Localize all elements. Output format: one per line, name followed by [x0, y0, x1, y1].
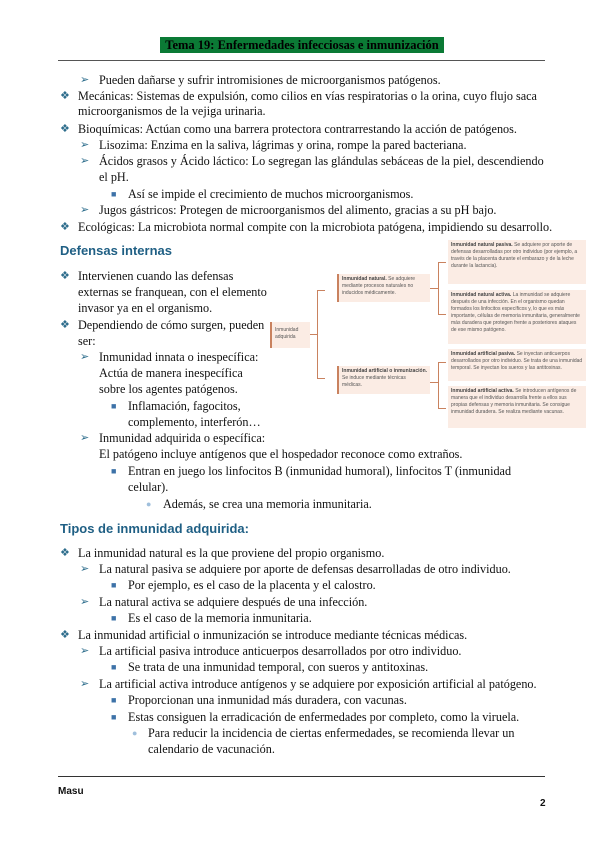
- square-bullet-icon: ■: [111, 613, 117, 623]
- diamond-bullet-icon: ❖: [60, 90, 70, 102]
- diagram-node-title: Inmunidad artificial activa.: [451, 388, 514, 394]
- diagram-node-title: Inmunidad natural pasiva.: [451, 242, 513, 248]
- footer-divider: [58, 776, 545, 777]
- square-bullet-icon: ■: [111, 580, 117, 590]
- diamond-bullet-icon: ❖: [60, 547, 70, 559]
- arrow-bullet-icon: ➢: [80, 351, 90, 363]
- square-bullet-icon: ■: [111, 662, 117, 672]
- dot-bullet-icon: ●: [132, 728, 138, 738]
- diagram-node-title: Inmunidad natural activa.: [451, 292, 512, 298]
- arrow-bullet-icon: ➢: [80, 204, 90, 216]
- text-line: ser:: [78, 334, 96, 348]
- text-line: invasor ya en el organismo.: [78, 301, 213, 315]
- text-line: Para reducir la incidencia de ciertas enfermedades, se recomienda llevar un: [148, 726, 515, 740]
- text-line: complemento, interferón…: [128, 415, 261, 429]
- text-line: microorganismos de la vejiga urinaria.: [78, 104, 266, 118]
- arrow-bullet-icon: ➢: [80, 563, 90, 575]
- text-line: Inmunidad innata o inespecífica:: [99, 350, 259, 364]
- text-line: Dependiendo de cómo surgen, pueden: [78, 318, 265, 332]
- text-line: Mecánicas: Sistemas de expulsión, como cilios en vías respiratorias o la orina, cuyo flujo saca: [78, 89, 537, 103]
- arrow-bullet-icon: ➢: [80, 432, 90, 444]
- arrow-bullet-icon: ➢: [80, 596, 90, 608]
- diagram-node-title: Inmunidad natural.: [342, 276, 387, 282]
- arrow-bullet-icon: ➢: [80, 139, 90, 151]
- text-line: celular).: [128, 480, 169, 494]
- diagram-connector: [438, 362, 439, 408]
- diagram-node-text: Se adquiere mediante procesos naturales no inducidos médicamente.: [342, 276, 416, 296]
- diagram-node-text: Se adquiere por aporte de defensas desarrolladas por otro individuo (por ejemplo, a través de la placenta durante el embarazo y de la leche durante la lactancia).: [451, 242, 578, 269]
- arrow-bullet-icon: ➢: [80, 678, 90, 690]
- diagram-connector: [310, 334, 318, 335]
- diagram-node-text: La inmunidad se adquiere después de una infección. En el organismo quedan formados los linfocitos específicos y, lo que es más importante, células de memoria inmunitaria, generalmente más duradera que protegen frente a posteriores ataques de ese mismo patógeno.: [451, 292, 580, 333]
- diagram-root-label: Inmunidad adquirida: [275, 327, 299, 340]
- arrow-bullet-icon: ➢: [80, 645, 90, 657]
- text-line: Inmunidad adquirida o específica:: [99, 431, 266, 445]
- text-line: La natural activa se adquiere después de una infección.: [99, 595, 368, 609]
- diagram-connector: [438, 362, 446, 363]
- diamond-bullet-icon: ❖: [60, 629, 70, 641]
- diamond-bullet-icon: ❖: [60, 270, 70, 282]
- text-line: Además, se crea una memoria inmunitaria.: [163, 497, 372, 511]
- header-divider: [58, 60, 545, 61]
- text-line: Intervienen cuando las defensas: [78, 269, 234, 283]
- text-line: Ácidos grasos y Ácido láctico: Lo segregan las glándulas sebáceas de la piel, descendiendo: [99, 154, 544, 168]
- text-line: externas se franquean, con el elemento: [78, 285, 267, 299]
- diagram-node-natural: [337, 274, 430, 302]
- dot-bullet-icon: ●: [146, 499, 152, 509]
- section-heading: Defensas internas: [60, 243, 172, 258]
- text-line: sobre los agentes patógenos.: [99, 382, 238, 396]
- text-line: Ecológicas: La microbiota normal compite con la microbiota patógena, impidiendo su desarrollo.: [78, 220, 553, 234]
- text-line: La artificial activa introduce antígenos y se adquiere por exposición artificial al patógeno.: [99, 677, 537, 691]
- text-line: Pueden dañarse y sufrir intromisiones de microorganismos patógenos.: [99, 73, 441, 87]
- text-line: La natural pasiva se adquiere por aporte de defensas desarrolladas de otro individuo.: [99, 562, 511, 576]
- diagram-connector: [438, 408, 446, 409]
- footer-author: Masu: [58, 786, 84, 797]
- diagram-connector: [317, 378, 325, 379]
- text-line: Por ejemplo, es el caso de la placenta y el calostro.: [128, 578, 376, 592]
- text-line: Lisozima: Enzima en la saliva, lágrimas y orina, rompe la pared bacteriana.: [99, 138, 467, 152]
- text-line: calendario de vacunación.: [148, 742, 275, 756]
- diagram-node-title: Inmunidad artificial pasiva.: [451, 351, 516, 357]
- square-bullet-icon: ■: [111, 712, 117, 722]
- text-line: Inflamación, fagocitos,: [128, 399, 241, 413]
- section-heading: Tipos de inmunidad adquirida:: [60, 521, 249, 536]
- diagram-connector: [438, 262, 446, 263]
- arrow-bullet-icon: ➢: [80, 74, 90, 86]
- diagram-connector: [430, 382, 439, 383]
- page-header-title: Tema 19: Enfermedades infecciosas e inmunización: [160, 37, 444, 53]
- text-line: La artificial pasiva introduce anticuerpos desarrollados por otro individuo.: [99, 644, 462, 658]
- diamond-bullet-icon: ❖: [60, 221, 70, 233]
- text-line: Proporcionan una inmunidad más duradera, con vacunas.: [128, 693, 407, 707]
- page-number: 2: [540, 798, 546, 809]
- text-line: Así se impide el crecimiento de muchos microorganismos.: [128, 187, 414, 201]
- diagram-node-title: Inmunidad artificial o inmunización.: [342, 368, 428, 374]
- arrow-bullet-icon: ➢: [80, 155, 90, 167]
- diagram-connector: [438, 314, 446, 315]
- diagram-node-artificial-active: [448, 386, 586, 428]
- square-bullet-icon: ■: [111, 401, 117, 411]
- text-line: El patógeno incluye antígenos que el hospedador reconoce como extraños.: [99, 447, 463, 461]
- text-line: Bioquímicas: Actúan como una barrera protectora contrarrestando la acción de patógenos.: [78, 122, 517, 136]
- diagram-node-artificial-passive: [448, 349, 586, 381]
- diagram-node-text: Se induce mediante técnicas médicas.: [342, 375, 406, 388]
- diagram-connector: [317, 290, 325, 291]
- diagram-connector: [430, 288, 439, 289]
- diagram-node-natural-active: [448, 290, 586, 344]
- diagram-node-natural-passive: [448, 240, 586, 284]
- square-bullet-icon: ■: [111, 695, 117, 705]
- square-bullet-icon: ■: [111, 466, 117, 476]
- text-line: Entran en juego los linfocitos B (inmunidad humoral), linfocitos T (inmunidad: [128, 464, 512, 478]
- text-line: La inmunidad natural es la que proviene del propio organismo.: [78, 546, 385, 560]
- diagram-node-artificial: [337, 366, 430, 394]
- diagram-node-text: Se inyectan anticuerpos desarrollados por otro individuo. Se trata de una inmunidad temporal. Se inyectan los sueros y las antitoxinas.: [451, 351, 583, 371]
- square-bullet-icon: ■: [111, 189, 117, 199]
- diamond-bullet-icon: ❖: [60, 123, 70, 135]
- diagram-root-node: [270, 322, 310, 348]
- text-line: el pH.: [99, 170, 129, 184]
- text-line: Se trata de una inmunidad temporal, con sueros y antitoxinas.: [128, 660, 429, 674]
- text-line: Jugos gástricos: Protegen de microorganismos del alimento, gracias a su pH bajo.: [99, 203, 497, 217]
- text-line: Actúa de manera inespecífica: [99, 366, 243, 380]
- text-line: Es el caso de la memoria inmunitaria.: [128, 611, 312, 625]
- text-line: Estas consiguen la erradicación de enfermedades por completo, como la viruela.: [128, 710, 520, 724]
- text-line: La inmunidad artificial o inmunización se introduce mediante técnicas médicas.: [78, 628, 468, 642]
- diamond-bullet-icon: ❖: [60, 319, 70, 331]
- diagram-node-text: Se introducen antígenos de manera que el individuo desarrolla frente a ellos sus propias defensas y memoria inmunitaria. Se consigue inmunidad duradera. Se realiza mediante vacunas.: [451, 388, 577, 415]
